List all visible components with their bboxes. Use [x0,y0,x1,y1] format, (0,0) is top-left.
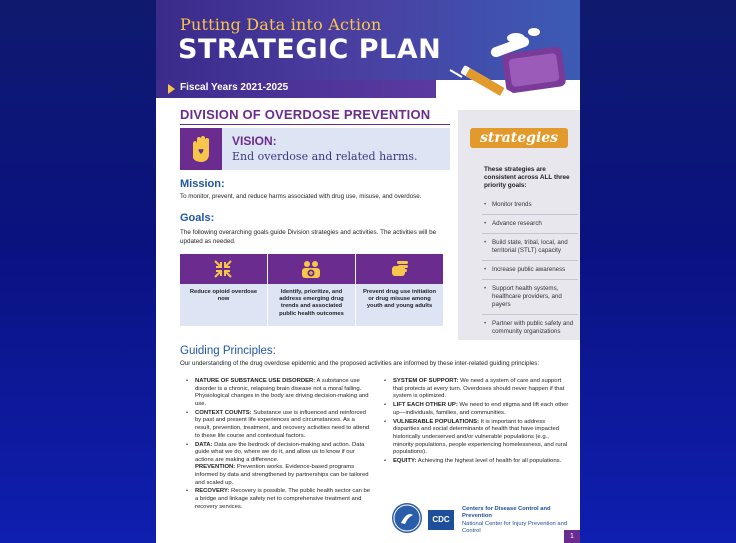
strategies-tag: strategies [470,128,568,148]
goal-text: Prevent drug use initiation or drug misuse among youth and young adults [362,289,437,310]
guiding-list-left [186,378,372,513]
guiding-heading: Guiding Principles: [180,345,276,357]
list-item: • VULNERABLE POPULATIONS: It is important to address disparities and social determinants of health that have impacted historically underserved and/or vulnerable populations (e.g., minority populations, people experiencing homelessness, and rural populations). [384,419,570,457]
mission-text: To monitor, prevent, and reduce harms associated with drug use, misuse, and overdose. [180,193,422,200]
goal-text: Identify, prioritize, and address emerging drug trends and associated public health outcomes [279,289,344,317]
goals-grid [180,254,444,326]
header-title: STRATEGIC PLAN [178,34,442,65]
cdc-footer [380,500,580,543]
list-item: • EQUITY: Achieving the highest level of health for all populations. [384,458,570,466]
division-title: DIVISION OF OVERDOSE PREVENTION [180,107,431,122]
mission-heading: Mission: [180,178,225,190]
stop-hand-icon [388,258,410,280]
vision-label: VISION: [232,134,277,148]
list-item: • Build state, tribal, local, and territorial (STLT) capacity [482,233,578,260]
vision-text: End overdose and related harms. [232,150,418,163]
list-item: • SYSTEM OF SUPPORT: We need a system of care and support that protects at every turn. Overdoses should never happen if that system is optimized. [384,378,570,401]
list-item: • Advance research [482,214,578,233]
cdc-org-name: Centers for Disease Control and Prevention [462,506,551,519]
goal-text: Reduce opioid overdose now [189,289,258,303]
list-item: • LIFT EACH OTHER UP: We need to end stigma and lift each other up—individuals, families, and communities. [384,402,570,417]
strategies-sidebar [458,110,580,340]
hand-heart-icon [180,128,222,170]
list-item: • CONTEXT COUNTS: Substance use is influenced and reinforced by past and present life experiences and circumstances. As a result, prevention, treatment, and recovery activities need to attend to these life course and contextual factors. [186,410,372,440]
goal-card [268,254,355,326]
divider [180,124,450,125]
list-item: • Support health systems, healthcare providers, and payers [482,279,578,314]
list-item: • DATA: Data are the bedrock of decision-making and action. Data guide what we do, where we do it, and allow us to know if our actions are making a difference. PREVENTION: Prevention works. Evidence-based programs informed by data and strengthened by partnerships can be tailored and scaled up. [186,442,372,488]
strategies-intro: These strategies are consistent across ALL three priority goals: [484,166,570,189]
goals-intro: The following overarching goals guide Division strategies and activities. The activities will be updated as needed. [180,229,437,245]
list-item: • NATURE OF SUBSTANCE USE DISORDER: A substance use disorder is a chronic, relapsing brain disease not a moral failing. Physiological changes in the body are driving decision-making and use. [186,378,372,408]
list-item: • RECOVERY: Recovery is possible. The public health sector can be a bridge and linkage safety net to comprehensive treatment and recovery services. [186,488,372,511]
arrows-inward-icon [212,258,234,280]
goals-heading: Goals: [180,212,215,224]
fiscal-years-label: Fiscal Years 2021-2025 [180,82,289,93]
vision-box [180,128,450,170]
people-plus-icon [300,258,322,280]
list-item: • Partner with public safety and community organizations [482,314,578,341]
cdc-center-name: National Center for Injury Prevention and Control [462,521,568,534]
header-subtitle: Putting Data into Action [180,15,382,34]
page-number: 1 [564,530,580,543]
hhs-seal-icon [392,503,422,533]
list-item: • Increase public awareness [482,260,578,279]
cdc-logo: CDC [428,510,454,530]
triangle-bullet-icon [168,84,175,94]
guiding-intro: Our understanding of the drug overdose epidemic and the proposed activities are informed by these inter-related guiding principles: [180,360,540,367]
guiding-list-right [384,378,570,467]
goal-card [356,254,443,326]
document-page [156,0,580,543]
list-item: • Monitor trends [482,196,578,214]
strategies-list [482,196,578,341]
goal-card [180,254,267,326]
